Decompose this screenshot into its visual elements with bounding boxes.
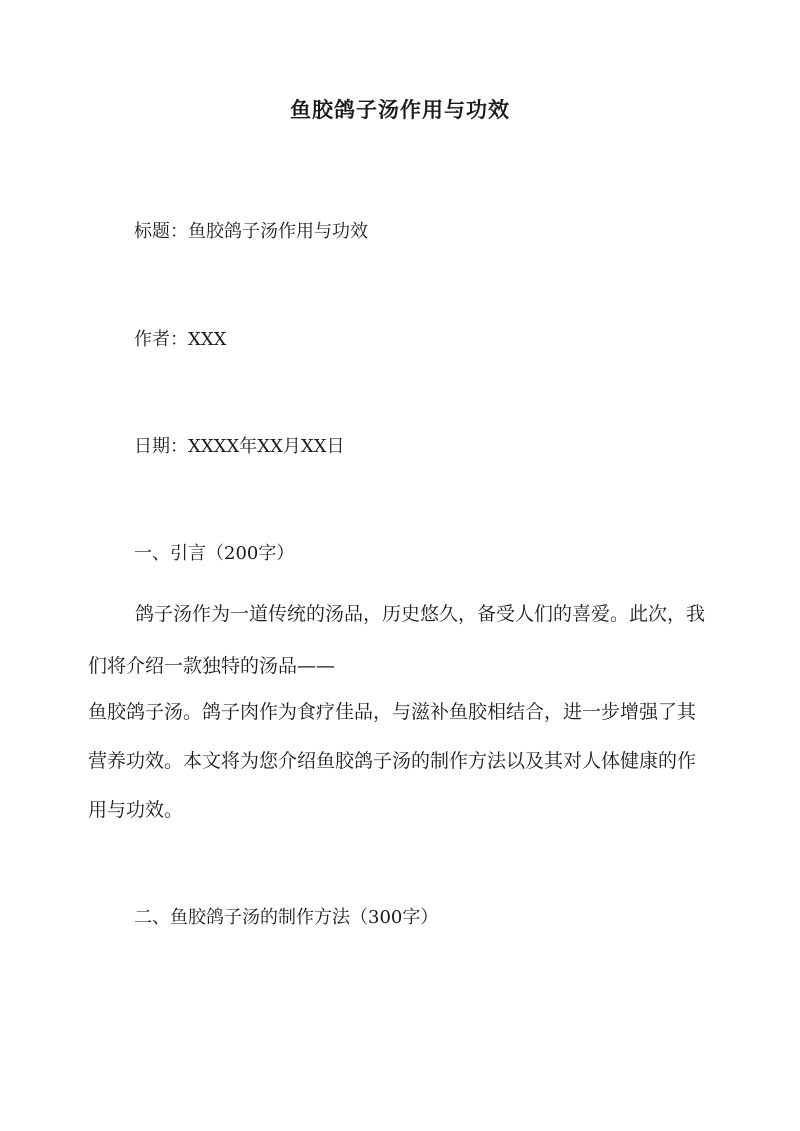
paragraph-line: 营养功效。本文将为您介绍鱼胶鸽子汤的制作方法以及其对人体健康的作	[88, 750, 697, 772]
section-heading-method: 二、鱼胶鸽子汤的制作方法（300字）	[134, 907, 439, 928]
document-title: 鱼胶鸽子汤作用与功效	[290, 97, 510, 122]
meta-title-line: 标题：鱼胶鸽子汤作用与功效	[134, 221, 368, 242]
paragraph-line: 鱼胶鸽子汤。鸽子肉作为食疗佳品，与滋补鱼胶相结合，进一步增强了其	[88, 701, 697, 723]
meta-date-line: 日期：XXXX年XX月XX日	[134, 436, 345, 457]
section-heading-intro: 一、引言（200字）	[134, 543, 295, 564]
paragraph-line: 鸽子汤作为一道传统的汤品，历史悠久，备受人们的喜爱。此次，我	[135, 603, 706, 625]
meta-author-line: 作者：XXX	[134, 329, 227, 350]
paragraph-line: 用与功效。	[88, 799, 184, 821]
paragraph-line: 们将介绍一款独特的汤品——	[88, 655, 336, 677]
